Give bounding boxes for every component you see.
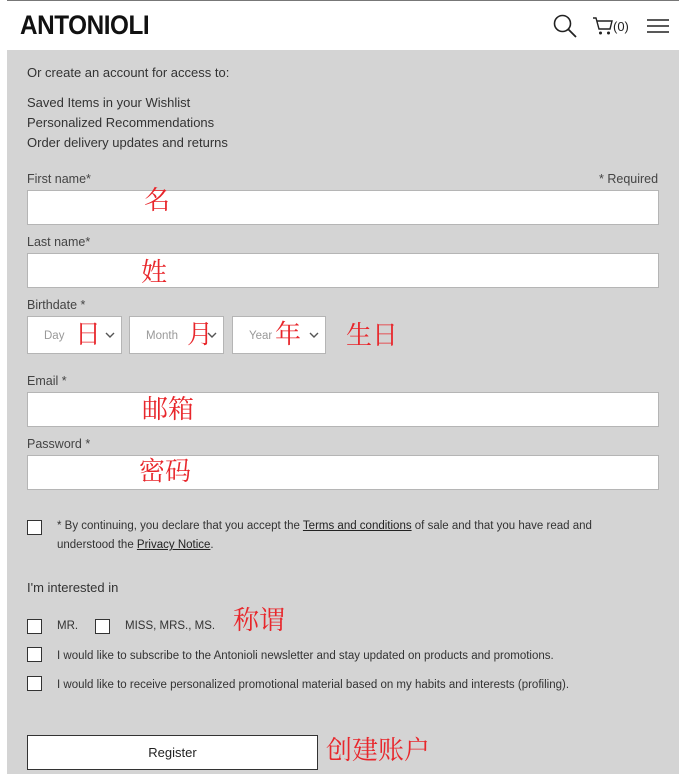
- year-placeholder: Year: [249, 330, 273, 342]
- chevron-down-icon: [105, 331, 115, 339]
- benefit-wishlist: Saved Items in your Wishlist: [27, 95, 191, 110]
- consent-prefix: * By continuing, you declare that you accept the: [57, 520, 303, 532]
- consent-middle: of sale and that you have read and: [411, 520, 592, 532]
- newsletter-checkbox[interactable]: [27, 647, 42, 662]
- first-name-label: First name*: [27, 172, 91, 186]
- miss-label: MISS, MRS., MS.: [125, 620, 216, 632]
- annotation-register: 创建账户: [326, 736, 431, 766]
- annotation-day: 日: [75, 320, 102, 350]
- intro-heading: Or create an account for access to:: [27, 65, 230, 80]
- mr-checkbox[interactable]: [27, 619, 42, 634]
- site-header: [7, 0, 679, 50]
- cart-count[interactable]: (0): [613, 19, 629, 34]
- miss-checkbox[interactable]: [95, 619, 110, 634]
- benefit-recommendations: Personalized Recommendations: [27, 115, 215, 130]
- last-name-label: Last name*: [27, 235, 91, 249]
- site-logo[interactable]: ANTONIOLI: [20, 10, 150, 40]
- chevron-down-icon: [309, 331, 319, 339]
- first-name-input[interactable]: [27, 186, 659, 225]
- annotation-birthdate: 生日: [346, 321, 399, 351]
- privacy-link[interactable]: Privacy Notice: [136, 539, 211, 551]
- consent-line2-prefix: understood the: [57, 539, 137, 551]
- consent-text-line2: [57, 539, 214, 551]
- annotation-title: 称谓: [233, 606, 286, 636]
- search-icon[interactable]: [552, 13, 578, 39]
- profiling-label: I would like to receive personalized promotional material based on my habits and interests (profiling).: [57, 679, 570, 691]
- newsletter-label: I would like to subscribe to the Antonioli newsletter and stay updated on products and promotions.: [57, 650, 554, 662]
- day-placeholder: Day: [44, 330, 65, 342]
- required-note: * Required: [599, 172, 659, 186]
- annotation-month: 月: [187, 320, 214, 350]
- annotation-email: 邮箱: [142, 395, 195, 425]
- email-input[interactable]: [27, 392, 659, 427]
- interested-label: I'm interested in: [27, 580, 119, 595]
- annotation-last-name: 姓: [141, 258, 168, 288]
- annotation-password: 密码: [139, 457, 192, 487]
- cart-icon[interactable]: [592, 16, 614, 36]
- birthdate-label: Birthdate *: [27, 298, 86, 312]
- annotation-year: 年: [275, 320, 302, 350]
- password-input[interactable]: [27, 455, 659, 490]
- consent-end: .: [210, 539, 214, 551]
- month-placeholder: Month: [146, 330, 178, 342]
- annotation-first-name: 名: [144, 186, 171, 216]
- password-label: Password *: [27, 437, 91, 451]
- email-label: Email *: [27, 374, 67, 388]
- menu-icon[interactable]: [647, 19, 669, 33]
- profiling-checkbox[interactable]: [27, 676, 42, 691]
- mr-label: MR.: [57, 620, 79, 632]
- last-name-input[interactable]: [27, 253, 659, 288]
- register-button[interactable]: Register: [27, 735, 318, 770]
- consent-text-line1: [57, 520, 592, 532]
- terms-checkbox[interactable]: [27, 520, 42, 535]
- page-frame: [7, 0, 679, 774]
- benefit-delivery: Order delivery updates and returns: [27, 135, 228, 150]
- terms-link[interactable]: Terms and conditions: [302, 520, 412, 532]
